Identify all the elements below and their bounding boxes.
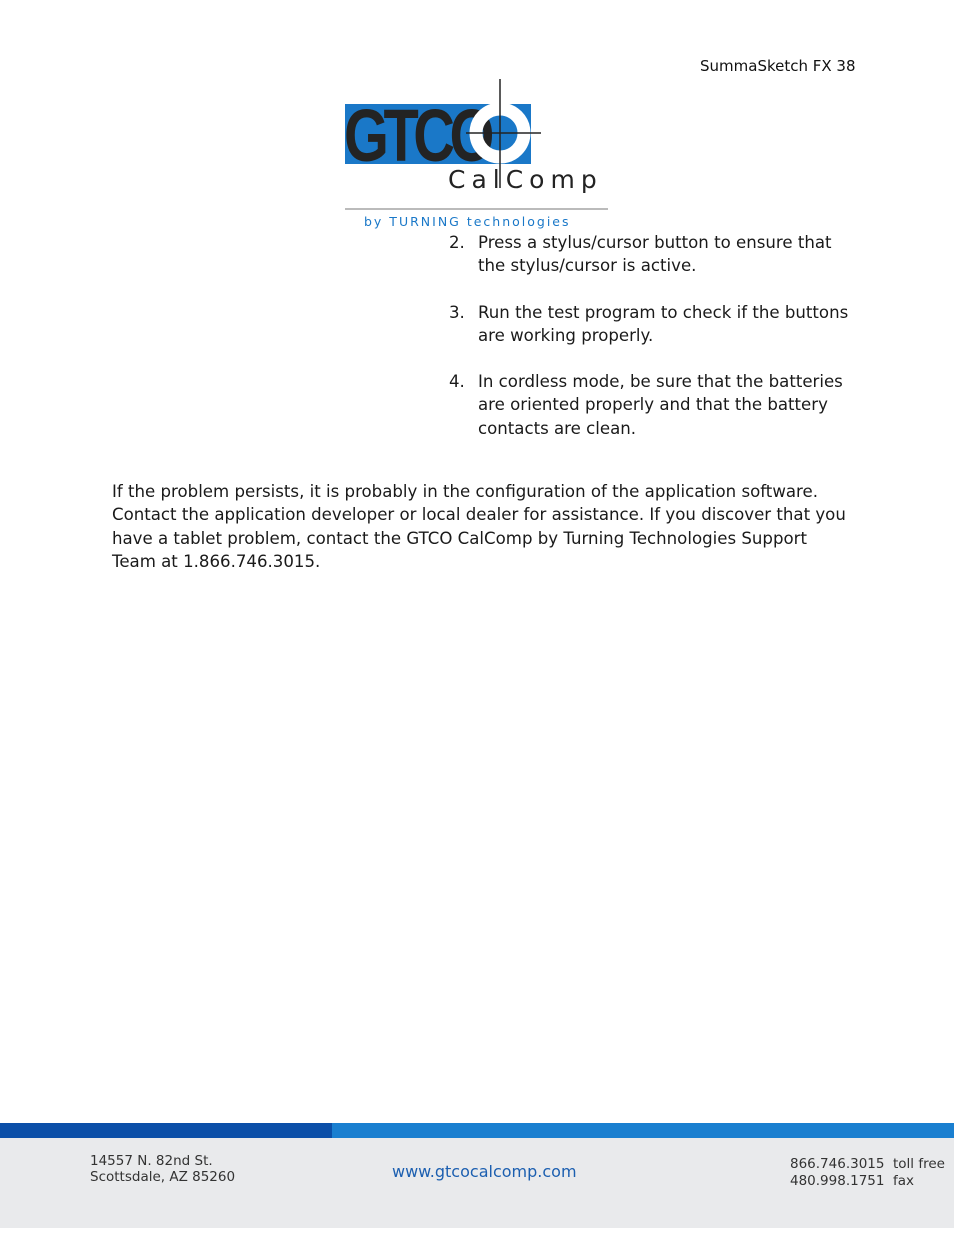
footer-color-bar <box>0 1123 954 1138</box>
step-number: 4. <box>449 372 465 392</box>
step-number: 3. <box>449 302 465 322</box>
logo-gtc-text: GTCO <box>344 94 493 177</box>
gtco-calcomp-logo <box>340 76 615 232</box>
list-item <box>449 231 849 278</box>
step-number: 2. <box>449 233 465 252</box>
footer <box>0 1138 954 1228</box>
support-paragraph: If the problem persists, it is probably in the configuration of the application software. Contact the application developer or local dealer for assistance. If you discover that you have a tablet problem, contact the GTCO CalComp by Turning Technologies Support Team at 1.866.746.3015. <box>112 482 846 572</box>
address-line: Scottsdale, AZ 85260 <box>90 1168 236 1185</box>
step-text: Press a stylus/cursor button to ensure that the stylus/cursor is active. <box>478 233 832 276</box>
step-text: In cordless mode, be sure that the batteries are oriented properly and that the battery contacts are clean. <box>478 372 843 438</box>
phone-label: fax <box>893 1172 915 1189</box>
logo-tagline: by TURNING technologies <box>364 214 571 229</box>
website-link[interactable]: www.gtcocalcomp.com <box>392 1162 577 1181</box>
logo-calcomp-text: CalComp <box>448 165 603 194</box>
header-title: SummaSketch FX 38 <box>700 57 856 75</box>
fax-number: 480.998.1751 <box>790 1172 885 1189</box>
step-text: Run the test program to check if the buttons are working properly. <box>478 302 849 345</box>
phone-row <box>790 1156 945 1173</box>
list-item <box>449 370 849 440</box>
phone-row <box>790 1173 945 1190</box>
footer-address <box>90 1154 235 1185</box>
footer-phones <box>790 1156 945 1189</box>
phone-label: toll free <box>893 1156 945 1172</box>
address-line: 14557 N. 82nd St. <box>90 1153 213 1169</box>
list-item <box>449 301 849 348</box>
troubleshooting-steps <box>449 231 849 463</box>
toll-free-number: 866.746.3015 <box>790 1156 885 1172</box>
